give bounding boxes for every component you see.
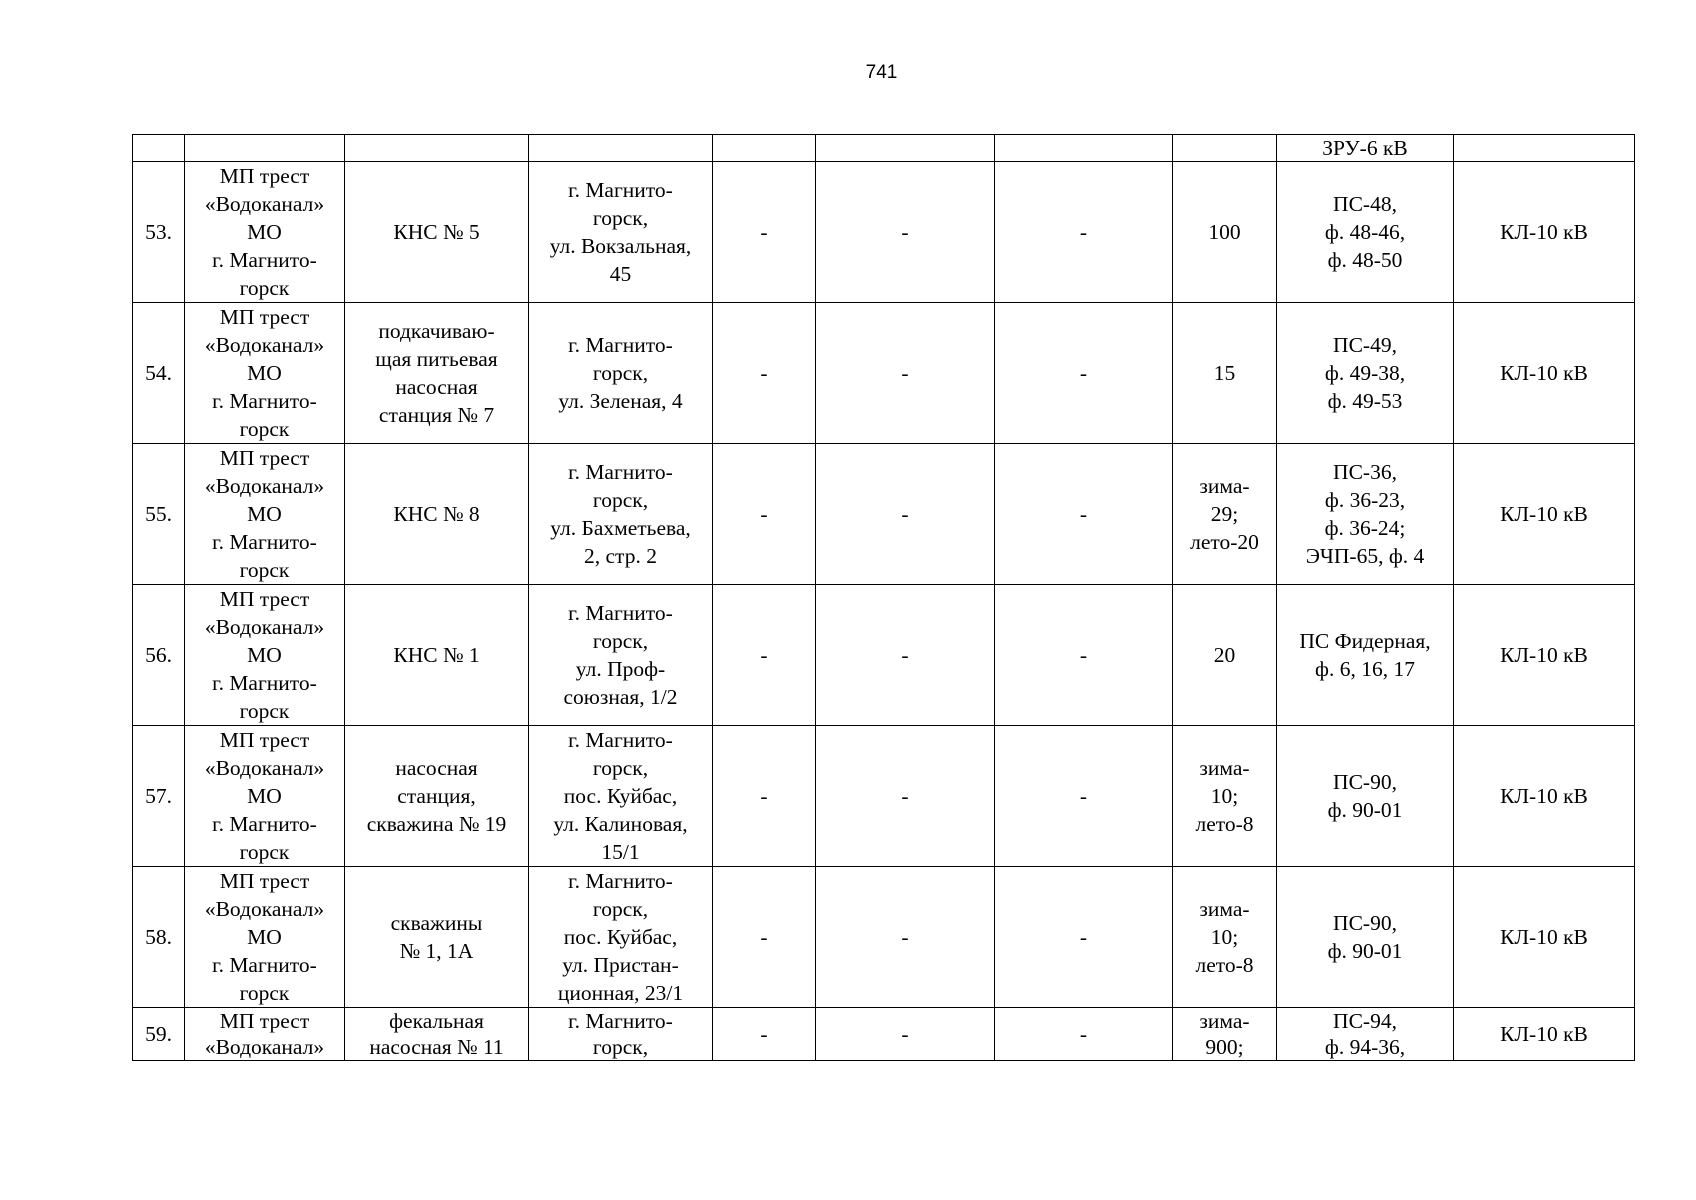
cell-line: КЛ-10 кВ	[1454, 726, 1635, 867]
cell-load: зима- 10; лето-8	[1173, 726, 1277, 867]
cell-col7: -	[995, 726, 1173, 867]
cell-col7: -	[995, 1008, 1173, 1061]
cell-object: КНС № 5	[345, 162, 529, 303]
cell-object	[345, 135, 529, 162]
cell-address: г. Магнито- горск, пос. Куйбас, ул. Пристан- ционная, 23/1	[529, 867, 713, 1008]
cell-owner: МП трест «Водоканал» МО г. Магнито- горск	[185, 303, 345, 444]
cell-col7: -	[995, 444, 1173, 585]
cell-owner: МП трест «Водоканал» МО г. Магнито- горск	[185, 585, 345, 726]
cell-col6: -	[816, 303, 995, 444]
cell-load	[1173, 135, 1277, 162]
cell-object: КНС № 8	[345, 444, 529, 585]
cell-owner: МП трест «Водоканал» МО г. Магнито- горск	[185, 162, 345, 303]
cell-line: КЛ-10 кВ	[1454, 867, 1635, 1008]
cell-object: подкачиваю- щая питьевая насосная станция № 7	[345, 303, 529, 444]
table-row	[133, 867, 1635, 1008]
cell-owner: МП трест «Водоканал» МО г. Магнито- горск	[185, 726, 345, 867]
cell-line: КЛ-10 кВ	[1454, 585, 1635, 726]
cell-col6: -	[816, 162, 995, 303]
cell-load: 20	[1173, 585, 1277, 726]
cell-owner: МП трест «Водоканал»	[185, 1008, 345, 1061]
cell-substation: ПС-94, ф. 94-36,	[1277, 1008, 1454, 1061]
cell-col5: -	[713, 303, 816, 444]
cell-object: фекальная насосная № 11	[345, 1008, 529, 1061]
cell-number	[133, 135, 185, 162]
cell-number: 55.	[133, 444, 185, 585]
cell-col6: -	[816, 585, 995, 726]
cell-address: г. Магнито- горск, ул. Вокзальная, 45	[529, 162, 713, 303]
cell-line: КЛ-10 кВ	[1454, 162, 1635, 303]
cell-address: г. Магнито- горск, ул. Зеленая, 4	[529, 303, 713, 444]
table-row	[133, 444, 1635, 585]
cell-owner: МП трест «Водоканал» МО г. Магнито- горск	[185, 867, 345, 1008]
cell-object: насосная станция, скважина № 19	[345, 726, 529, 867]
cell-line	[1454, 135, 1635, 162]
cell-col5: -	[713, 726, 816, 867]
cell-col6	[816, 135, 995, 162]
cell-col7: -	[995, 585, 1173, 726]
table-row	[133, 585, 1635, 726]
cell-number: 53.	[133, 162, 185, 303]
cell-address: г. Магнито- горск,	[529, 1008, 713, 1061]
table-row	[133, 726, 1635, 867]
table-row	[133, 162, 1635, 303]
cell-load: зима- 29; лето-20	[1173, 444, 1277, 585]
cell-owner	[185, 135, 345, 162]
cell-col7: -	[995, 162, 1173, 303]
cell-object: скважины № 1, 1А	[345, 867, 529, 1008]
cell-col6: -	[816, 867, 995, 1008]
cell-owner: МП трест «Водоканал» МО г. Магнито- горск	[185, 444, 345, 585]
cell-substation: ПС-49, ф. 49-38, ф. 49-53	[1277, 303, 1454, 444]
cell-col5: -	[713, 867, 816, 1008]
cell-number: 58.	[133, 867, 185, 1008]
cell-substation: ПС-36, ф. 36-23, ф. 36-24; ЭЧП-65, ф. 4	[1277, 444, 1454, 585]
cell-col5: -	[713, 444, 816, 585]
cell-col6: -	[816, 444, 995, 585]
page-number: 741	[865, 62, 898, 83]
cell-col7: -	[995, 867, 1173, 1008]
cell-line: КЛ-10 кВ	[1454, 444, 1635, 585]
cell-col6: -	[816, 726, 995, 867]
cell-col5: -	[713, 162, 816, 303]
table-row	[133, 303, 1635, 444]
table-row	[133, 1008, 1635, 1061]
cell-load: 15	[1173, 303, 1277, 444]
cell-col5: -	[713, 585, 816, 726]
cell-line: КЛ-10 кВ	[1454, 1008, 1635, 1061]
cell-object: КНС № 1	[345, 585, 529, 726]
cell-col5	[713, 135, 816, 162]
cell-number: 59.	[133, 1008, 185, 1061]
cell-number: 56.	[133, 585, 185, 726]
cell-substation: ЗРУ-6 кВ	[1277, 135, 1454, 162]
cell-address: г. Магнито- горск, ул. Бахметьева, 2, стр. 2	[529, 444, 713, 585]
cell-address: г. Магнито- горск, ул. Проф- союзная, 1/2	[529, 585, 713, 726]
cell-load: зима- 900;	[1173, 1008, 1277, 1061]
cell-substation: ПС Фидерная, ф. 6, 16, 17	[1277, 585, 1454, 726]
cell-load: 100	[1173, 162, 1277, 303]
cell-address: г. Магнито- горск, пос. Куйбас, ул. Калиновая, 15/1	[529, 726, 713, 867]
cell-number: 54.	[133, 303, 185, 444]
cell-col6: -	[816, 1008, 995, 1061]
cell-col7: -	[995, 303, 1173, 444]
cell-col7	[995, 135, 1173, 162]
cell-substation: ПС-90, ф. 90-01	[1277, 867, 1454, 1008]
power-supply-table	[132, 134, 1635, 1061]
cell-address	[529, 135, 713, 162]
cell-number: 57.	[133, 726, 185, 867]
table-row-continuation	[133, 135, 1635, 162]
cell-col5: -	[713, 1008, 816, 1061]
cell-line: КЛ-10 кВ	[1454, 303, 1635, 444]
cell-substation: ПС-48, ф. 48-46, ф. 48-50	[1277, 162, 1454, 303]
cell-load: зима- 10; лето-8	[1173, 867, 1277, 1008]
cell-substation: ПС-90, ф. 90-01	[1277, 726, 1454, 867]
